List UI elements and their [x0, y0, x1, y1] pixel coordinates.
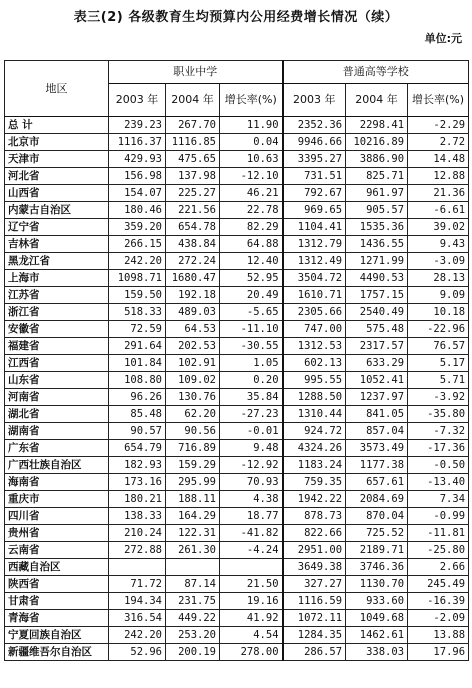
- region-cell: 西藏自治区: [5, 559, 109, 576]
- table-row: [5, 406, 469, 423]
- table-row: [5, 202, 469, 219]
- region-cell: 吉林省: [5, 236, 109, 253]
- value-cell: 22.78: [220, 202, 283, 219]
- value-cell: 64.88: [220, 236, 283, 253]
- value-cell: 253.20: [166, 627, 220, 644]
- value-cell: 122.31: [166, 525, 220, 542]
- table-row: [5, 236, 469, 253]
- value-cell: 272.24: [166, 253, 220, 270]
- table-row: [5, 644, 469, 661]
- year-2003-header: 2003 年: [283, 84, 346, 117]
- value-cell: 933.60: [346, 593, 408, 610]
- value-cell: 1116.85: [166, 134, 220, 151]
- table-row: [5, 270, 469, 287]
- region-cell: 福建省: [5, 338, 109, 355]
- value-cell: 316.54: [109, 610, 166, 627]
- year-2004-header: 2004 年: [166, 84, 220, 117]
- value-cell: 1312.79: [283, 236, 346, 253]
- value-cell: -0.50: [408, 457, 469, 474]
- table-row: [5, 627, 469, 644]
- value-cell: 239.23: [109, 117, 166, 134]
- value-cell: 0.20: [220, 372, 283, 389]
- value-cell: 2305.66: [283, 304, 346, 321]
- value-cell: 1098.71: [109, 270, 166, 287]
- value-cell: 1130.70: [346, 576, 408, 593]
- region-cell: 新疆维吾尔自治区: [5, 644, 109, 661]
- value-cell: 759.35: [283, 474, 346, 491]
- value-cell: 602.13: [283, 355, 346, 372]
- table-row: [5, 321, 469, 338]
- value-cell: -17.36: [408, 440, 469, 457]
- value-cell: 72.59: [109, 321, 166, 338]
- value-cell: 156.98: [109, 168, 166, 185]
- value-cell: -3.92: [408, 389, 469, 406]
- value-cell: 90.56: [166, 423, 220, 440]
- region-cell: 天津市: [5, 151, 109, 168]
- table-row: [5, 457, 469, 474]
- table-row: [5, 372, 469, 389]
- value-cell: 2.72: [408, 134, 469, 151]
- value-cell: 969.65: [283, 202, 346, 219]
- value-cell: 210.24: [109, 525, 166, 542]
- value-cell: 12.88: [408, 168, 469, 185]
- value-cell: -16.39: [408, 593, 469, 610]
- value-cell: -2.29: [408, 117, 469, 134]
- value-cell: 4324.26: [283, 440, 346, 457]
- value-cell: [166, 559, 220, 576]
- value-cell: 101.84: [109, 355, 166, 372]
- region-cell: 云南省: [5, 542, 109, 559]
- table-body: [5, 117, 469, 661]
- region-cell: 青海省: [5, 610, 109, 627]
- table-row: [5, 355, 469, 372]
- value-cell: -12.92: [220, 457, 283, 474]
- region-cell: 江苏省: [5, 287, 109, 304]
- value-cell: 130.76: [166, 389, 220, 406]
- value-cell: -22.96: [408, 321, 469, 338]
- value-cell: 70.93: [220, 474, 283, 491]
- value-cell: 359.20: [109, 219, 166, 236]
- value-cell: 82.29: [220, 219, 283, 236]
- table-row: [5, 440, 469, 457]
- value-cell: 961.97: [346, 185, 408, 202]
- value-cell: 338.03: [346, 644, 408, 661]
- value-cell: 1436.55: [346, 236, 408, 253]
- value-cell: 841.05: [346, 406, 408, 423]
- region-cell: 湖南省: [5, 423, 109, 440]
- value-cell: 64.53: [166, 321, 220, 338]
- value-cell: 1177.38: [346, 457, 408, 474]
- region-cell: 湖北省: [5, 406, 109, 423]
- value-cell: 291.64: [109, 338, 166, 355]
- value-cell: 188.11: [166, 491, 220, 508]
- value-cell: 2.66: [408, 559, 469, 576]
- year-2003-header: 2003 年: [109, 84, 166, 117]
- table-row: [5, 559, 469, 576]
- value-cell: 1052.41: [346, 372, 408, 389]
- value-cell: 180.46: [109, 202, 166, 219]
- value-cell: 2317.57: [346, 338, 408, 355]
- value-cell: 792.67: [283, 185, 346, 202]
- value-cell: 7.34: [408, 491, 469, 508]
- value-cell: 242.20: [109, 253, 166, 270]
- value-cell: 159.29: [166, 457, 220, 474]
- value-cell: [220, 559, 283, 576]
- region-cell: 广东省: [5, 440, 109, 457]
- value-cell: 633.29: [346, 355, 408, 372]
- value-cell: 654.78: [166, 219, 220, 236]
- value-cell: 278.00: [220, 644, 283, 661]
- value-cell: 1310.44: [283, 406, 346, 423]
- value-cell: 5.17: [408, 355, 469, 372]
- value-cell: 4490.53: [346, 270, 408, 287]
- value-cell: 154.07: [109, 185, 166, 202]
- value-cell: 995.55: [283, 372, 346, 389]
- value-cell: -5.65: [220, 304, 283, 321]
- year-2004-header: 2004 年: [346, 84, 408, 117]
- growth-rate-header: 增长率(%): [220, 84, 283, 117]
- value-cell: 1535.36: [346, 219, 408, 236]
- table-row: [5, 151, 469, 168]
- value-cell: 518.33: [109, 304, 166, 321]
- value-cell: 14.48: [408, 151, 469, 168]
- value-cell: 822.66: [283, 525, 346, 542]
- region-cell: 山东省: [5, 372, 109, 389]
- value-cell: 267.70: [166, 117, 220, 134]
- value-cell: 429.93: [109, 151, 166, 168]
- value-cell: 4.38: [220, 491, 283, 508]
- value-cell: 9.09: [408, 287, 469, 304]
- value-cell: 2951.00: [283, 542, 346, 559]
- value-cell: -27.23: [220, 406, 283, 423]
- value-cell: 924.72: [283, 423, 346, 440]
- value-cell: 1284.35: [283, 627, 346, 644]
- unit-label: 单位:元: [424, 32, 462, 45]
- region-cell: 辽宁省: [5, 219, 109, 236]
- value-cell: 13.88: [408, 627, 469, 644]
- region-cell: 江西省: [5, 355, 109, 372]
- table-row: [5, 610, 469, 627]
- value-cell: 3649.38: [283, 559, 346, 576]
- value-cell: 2540.49: [346, 304, 408, 321]
- table-row: [5, 389, 469, 406]
- region-cell: 甘肃省: [5, 593, 109, 610]
- value-cell: 9.48: [220, 440, 283, 457]
- value-cell: 11.90: [220, 117, 283, 134]
- value-cell: 654.79: [109, 440, 166, 457]
- value-cell: 28.13: [408, 270, 469, 287]
- value-cell: 327.27: [283, 576, 346, 593]
- region-cell: 四川省: [5, 508, 109, 525]
- value-cell: 87.14: [166, 576, 220, 593]
- value-cell: 164.29: [166, 508, 220, 525]
- table-row: [5, 287, 469, 304]
- value-cell: 52.96: [109, 644, 166, 661]
- value-cell: 17.96: [408, 644, 469, 661]
- table-row: [5, 508, 469, 525]
- region-cell: 黑龙江省: [5, 253, 109, 270]
- value-cell: 1116.37: [109, 134, 166, 151]
- value-cell: 857.04: [346, 423, 408, 440]
- value-cell: 221.56: [166, 202, 220, 219]
- value-cell: 3886.90: [346, 151, 408, 168]
- value-cell: 725.52: [346, 525, 408, 542]
- value-cell: 52.95: [220, 270, 283, 287]
- value-cell: 1237.97: [346, 389, 408, 406]
- total-row: [5, 117, 469, 134]
- value-cell: 85.48: [109, 406, 166, 423]
- value-cell: 1049.68: [346, 610, 408, 627]
- value-cell: 0.04: [220, 134, 283, 151]
- higher-education-header: 普通高等学校: [283, 61, 469, 84]
- value-cell: 489.03: [166, 304, 220, 321]
- value-cell: 1183.24: [283, 457, 346, 474]
- value-cell: 231.75: [166, 593, 220, 610]
- value-cell: 10.18: [408, 304, 469, 321]
- value-cell: 21.50: [220, 576, 283, 593]
- table-row: [5, 134, 469, 151]
- value-cell: -35.80: [408, 406, 469, 423]
- region-cell: 浙江省: [5, 304, 109, 321]
- value-cell: 266.15: [109, 236, 166, 253]
- value-cell: 182.93: [109, 457, 166, 474]
- table-title: 表三(2) 各级教育生均预算内公用经费增长情况（续）: [73, 10, 399, 25]
- region-cell: 贵州省: [5, 525, 109, 542]
- value-cell: -7.32: [408, 423, 469, 440]
- value-cell: 1271.99: [346, 253, 408, 270]
- value-cell: 1.05: [220, 355, 283, 372]
- value-cell: 200.19: [166, 644, 220, 661]
- value-cell: 3573.49: [346, 440, 408, 457]
- value-cell: 272.88: [109, 542, 166, 559]
- value-cell: 475.65: [166, 151, 220, 168]
- value-cell: -30.55: [220, 338, 283, 355]
- table-row: [5, 253, 469, 270]
- value-cell: 1312.53: [283, 338, 346, 355]
- table-row: [5, 491, 469, 508]
- value-cell: 905.57: [346, 202, 408, 219]
- value-cell: 18.77: [220, 508, 283, 525]
- value-cell: 1116.59: [283, 593, 346, 610]
- value-cell: 2352.36: [283, 117, 346, 134]
- value-cell: 1757.15: [346, 287, 408, 304]
- region-cell: 广西壮族自治区: [5, 457, 109, 474]
- value-cell: 159.50: [109, 287, 166, 304]
- value-cell: 180.21: [109, 491, 166, 508]
- region-cell: 陕西省: [5, 576, 109, 593]
- value-cell: 35.84: [220, 389, 283, 406]
- value-cell: 41.92: [220, 610, 283, 627]
- value-cell: 3395.27: [283, 151, 346, 168]
- value-cell: 10.63: [220, 151, 283, 168]
- vocational-school-header: 职业中学: [109, 61, 283, 84]
- value-cell: 242.20: [109, 627, 166, 644]
- table-row: [5, 304, 469, 321]
- value-cell: 137.98: [166, 168, 220, 185]
- value-cell: -4.24: [220, 542, 283, 559]
- table-row: [5, 576, 469, 593]
- value-cell: 1610.71: [283, 287, 346, 304]
- value-cell: 5.71: [408, 372, 469, 389]
- table-row: [5, 338, 469, 355]
- value-cell: 1072.11: [283, 610, 346, 627]
- value-cell: 716.89: [166, 440, 220, 457]
- value-cell: 9.43: [408, 236, 469, 253]
- value-cell: 3504.72: [283, 270, 346, 287]
- value-cell: 261.30: [166, 542, 220, 559]
- value-cell: 108.80: [109, 372, 166, 389]
- value-cell: 449.22: [166, 610, 220, 627]
- region-cell: 内蒙古自治区: [5, 202, 109, 219]
- value-cell: -2.09: [408, 610, 469, 627]
- table-row: [5, 542, 469, 559]
- value-cell: 9946.66: [283, 134, 346, 151]
- value-cell: 1462.61: [346, 627, 408, 644]
- value-cell: 192.18: [166, 287, 220, 304]
- value-cell: 10216.89: [346, 134, 408, 151]
- value-cell: -0.99: [408, 508, 469, 525]
- value-cell: 39.02: [408, 219, 469, 236]
- table-row: [5, 219, 469, 236]
- value-cell: 76.57: [408, 338, 469, 355]
- value-cell: 12.40: [220, 253, 283, 270]
- value-cell: 19.16: [220, 593, 283, 610]
- region-header: 地区: [5, 61, 109, 117]
- value-cell: 173.16: [109, 474, 166, 491]
- value-cell: 102.91: [166, 355, 220, 372]
- region-cell: 山西省: [5, 185, 109, 202]
- value-cell: -11.10: [220, 321, 283, 338]
- region-cell: 上海市: [5, 270, 109, 287]
- value-cell: 747.00: [283, 321, 346, 338]
- value-cell: 286.57: [283, 644, 346, 661]
- region-cell: 总 计: [5, 117, 109, 134]
- value-cell: 295.99: [166, 474, 220, 491]
- value-cell: -13.40: [408, 474, 469, 491]
- value-cell: 245.49: [408, 576, 469, 593]
- value-cell: 96.26: [109, 389, 166, 406]
- value-cell: 138.33: [109, 508, 166, 525]
- value-cell: 575.48: [346, 321, 408, 338]
- value-cell: 71.72: [109, 576, 166, 593]
- value-cell: 62.20: [166, 406, 220, 423]
- value-cell: -0.01: [220, 423, 283, 440]
- value-cell: 21.36: [408, 185, 469, 202]
- value-cell: 2084.69: [346, 491, 408, 508]
- data-table: [4, 60, 469, 661]
- value-cell: 1312.49: [283, 253, 346, 270]
- value-cell: 1942.22: [283, 491, 346, 508]
- value-cell: 2189.71: [346, 542, 408, 559]
- value-cell: 109.02: [166, 372, 220, 389]
- region-cell: 重庆市: [5, 491, 109, 508]
- value-cell: 870.04: [346, 508, 408, 525]
- region-cell: 河南省: [5, 389, 109, 406]
- value-cell: 731.51: [283, 168, 346, 185]
- value-cell: -6.61: [408, 202, 469, 219]
- value-cell: -12.10: [220, 168, 283, 185]
- growth-rate-header: 增长率(%): [408, 84, 469, 117]
- value-cell: 90.57: [109, 423, 166, 440]
- value-cell: -3.09: [408, 253, 469, 270]
- table-row: [5, 474, 469, 491]
- value-cell: -41.82: [220, 525, 283, 542]
- value-cell: [109, 559, 166, 576]
- value-cell: 3746.36: [346, 559, 408, 576]
- region-cell: 安徽省: [5, 321, 109, 338]
- table-row: [5, 185, 469, 202]
- value-cell: 657.61: [346, 474, 408, 491]
- value-cell: 438.84: [166, 236, 220, 253]
- table-row: [5, 525, 469, 542]
- value-cell: 878.73: [283, 508, 346, 525]
- value-cell: 46.21: [220, 185, 283, 202]
- value-cell: 4.54: [220, 627, 283, 644]
- value-cell: 202.53: [166, 338, 220, 355]
- value-cell: 2298.41: [346, 117, 408, 134]
- region-cell: 北京市: [5, 134, 109, 151]
- value-cell: 1288.50: [283, 389, 346, 406]
- region-cell: 宁夏回族自治区: [5, 627, 109, 644]
- table-row: [5, 168, 469, 185]
- table-row: [5, 423, 469, 440]
- region-cell: 海南省: [5, 474, 109, 491]
- table-row: [5, 593, 469, 610]
- value-cell: 1680.47: [166, 270, 220, 287]
- region-cell: 河北省: [5, 168, 109, 185]
- value-cell: 825.71: [346, 168, 408, 185]
- value-cell: -25.80: [408, 542, 469, 559]
- value-cell: 20.49: [220, 287, 283, 304]
- value-cell: 225.27: [166, 185, 220, 202]
- value-cell: 1104.41: [283, 219, 346, 236]
- value-cell: 194.34: [109, 593, 166, 610]
- value-cell: -11.81: [408, 525, 469, 542]
